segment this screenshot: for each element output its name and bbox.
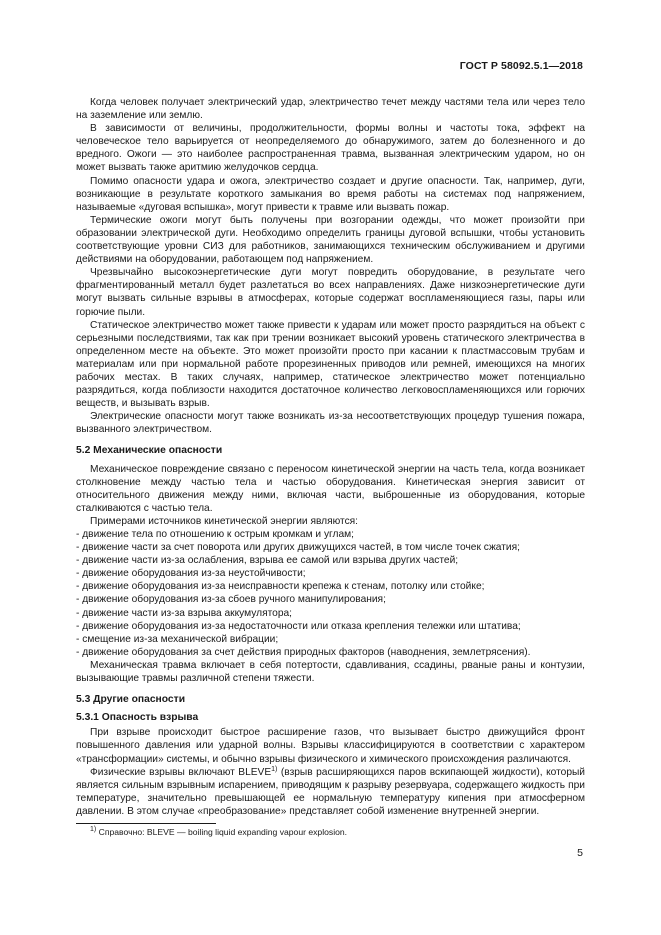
footnote [90,827,347,837]
list-item: - движение оборудования из-за неисправности крепежа к стенам, потолку или стойке; [76,581,485,593]
paragraph: Чрезвычайно высокоэнергетические дуги могут повредить оборудование, в результате чего фрагментированный металл будет разлетаться во всех направлениях. Даже низкоэнергетические дуги могут вызвать сильные взрывы в атмосферах, которые содержат воспламеняющиеся газы, пары или горючие пыли. [76,267,585,318]
list-item: - движение оборудования за счет действия природных факторов (наводнения, землетрясения). [76,646,531,658]
list-item: - движение оборудования из-за недостаточности или отказа крепления тележки или штатива; [76,620,521,632]
subsection-heading-5-3-1: 5.3.1 Опасность взрыва [76,712,199,724]
paragraph [76,766,585,818]
list-item: - движение части из-за ослабления, взрыва ее самой или взрыва других частей; [76,555,459,567]
footnote-text: Справочно: BLEVE — boiling liquid expanding vapour explosion. [96,827,348,837]
paragraph: Примерами источников кинетической энергии являются: [90,515,359,527]
list-item: - движение оборудования из-за сбоев ручного манипулирования; [76,594,386,606]
list-item: - смещение из-за механической вибрации; [76,633,279,645]
paragraph: При взрыве происходит быстрое расширение газов, что вызывает быстро движущийся фронт повышенного давления или ударной волны. Взрывы классифицируются в соответствии с характером «трансформации» системы, и обычно взрывы физического и химического происхождения различаются. [76,727,585,765]
page-number: 5 [577,847,583,859]
list-item: - движение тела по отношению к острым кромкам и углам; [76,529,354,540]
paragraph: Статическое электричество может также привести к ударам или может просто разрядиться на объект с серьезными последствиями, так как при трении возникает высокий уровень статического электричества в определенном месте на объекте. Это может произойти просто при касании к пластмассовым трубам и материалам или при нормальной работе прорезиненных приводов или ремней, имеющихся на многих рабочих местах. В таких случаях, например, статическое электричество может потенциально разрядиться, когда поблизости находится достаточное количество легковоспламеняющихся или горючих веществ, и вызывать взрыв. [76,319,585,410]
paragraph: Механическая травма включает в себя потертости, сдавливания, ссадины, рваные раны и контузии, вызывающие травмы различной степени тяжести. [76,659,585,685]
list-item: - движение части за счет поворота или других движущихся частей, в том числе точек сжатия; [76,542,520,554]
page-body [76,96,585,818]
paragraph: Электрические опасности могут также возникать из-за несоответствующих процедур тушения пожара, вызванного электричеством. [76,411,585,436]
paragraph: В зависимости от величины, продолжительности, формы волны и частоты тока, эффект на человеческое тело варьируется от неопределяемого до обнаружимого, затем до болезненного и до вредного. Ожоги — это наиболее распространенная травма, вызванная электрическим ударом, но он может вызвать также аритмию желудочков сердца. [76,123,585,174]
text-run: Физические взрывы включают BLEVE [90,766,272,778]
document-header: ГОСТ Р 58092.5.1—2018 [459,60,583,72]
section-heading-5-3: 5.3 Другие опасности [76,694,186,706]
paragraph: Когда человек получает электрический удар, электричество течет между частями тела или через тело на заземление или землю. [76,97,585,122]
text-run: (взрыв расширяющихся паров вскипающей жидкости), который является сильным взрывным испарением, приводящим к разрыву резервуара, содержащего жидкость при температуре, значительно превышающей ее нормальную температуру кипения при атмосферном давлении. В этом случае «преобразование» представляет собой изменение внутренней энергии. [76,766,586,817]
list-item: - движение части из-за взрыва аккумулятора; [76,607,292,619]
paragraph: Механическое повреждение связано с переносом кинетической энергии на часть тела, когда возникает столкновение между частью тела и частью оборудования. Кинетическая энергия зависит от относительного движения между ними, включая части, выброшенные из оборудования, которые сталкиваются с частью тела. [76,463,585,514]
paragraph: Термические ожоги могут быть получены при возгорании одежды, что может произойти при образовании электрической дуги. Необходимо определить границы дуговой вспышки, чтобы установить соответствующие уровни СИЗ для работников, занимающихся техническим обслуживанием и другими действиями на оборудовании, работающем под напряжением. [76,214,585,266]
footnote-reference[interactable]: 1) [271,765,278,773]
section-heading-5-2: 5.2 Механические опасности [76,445,223,457]
paragraph: Помимо опасности удара и ожога, электричество создает и другие опасности. Так, например, дуги, возникающие в результате короткого замыкания во время работы на системах под напряжением, называемые «дуговая вспышка», могут привести к травме или вызвать пожар. [76,175,585,213]
footnote-marker: 1) [90,826,97,833]
footnote-divider [76,823,216,824]
list-item: - движение оборудования из-за неустойчивости; [76,568,306,580]
